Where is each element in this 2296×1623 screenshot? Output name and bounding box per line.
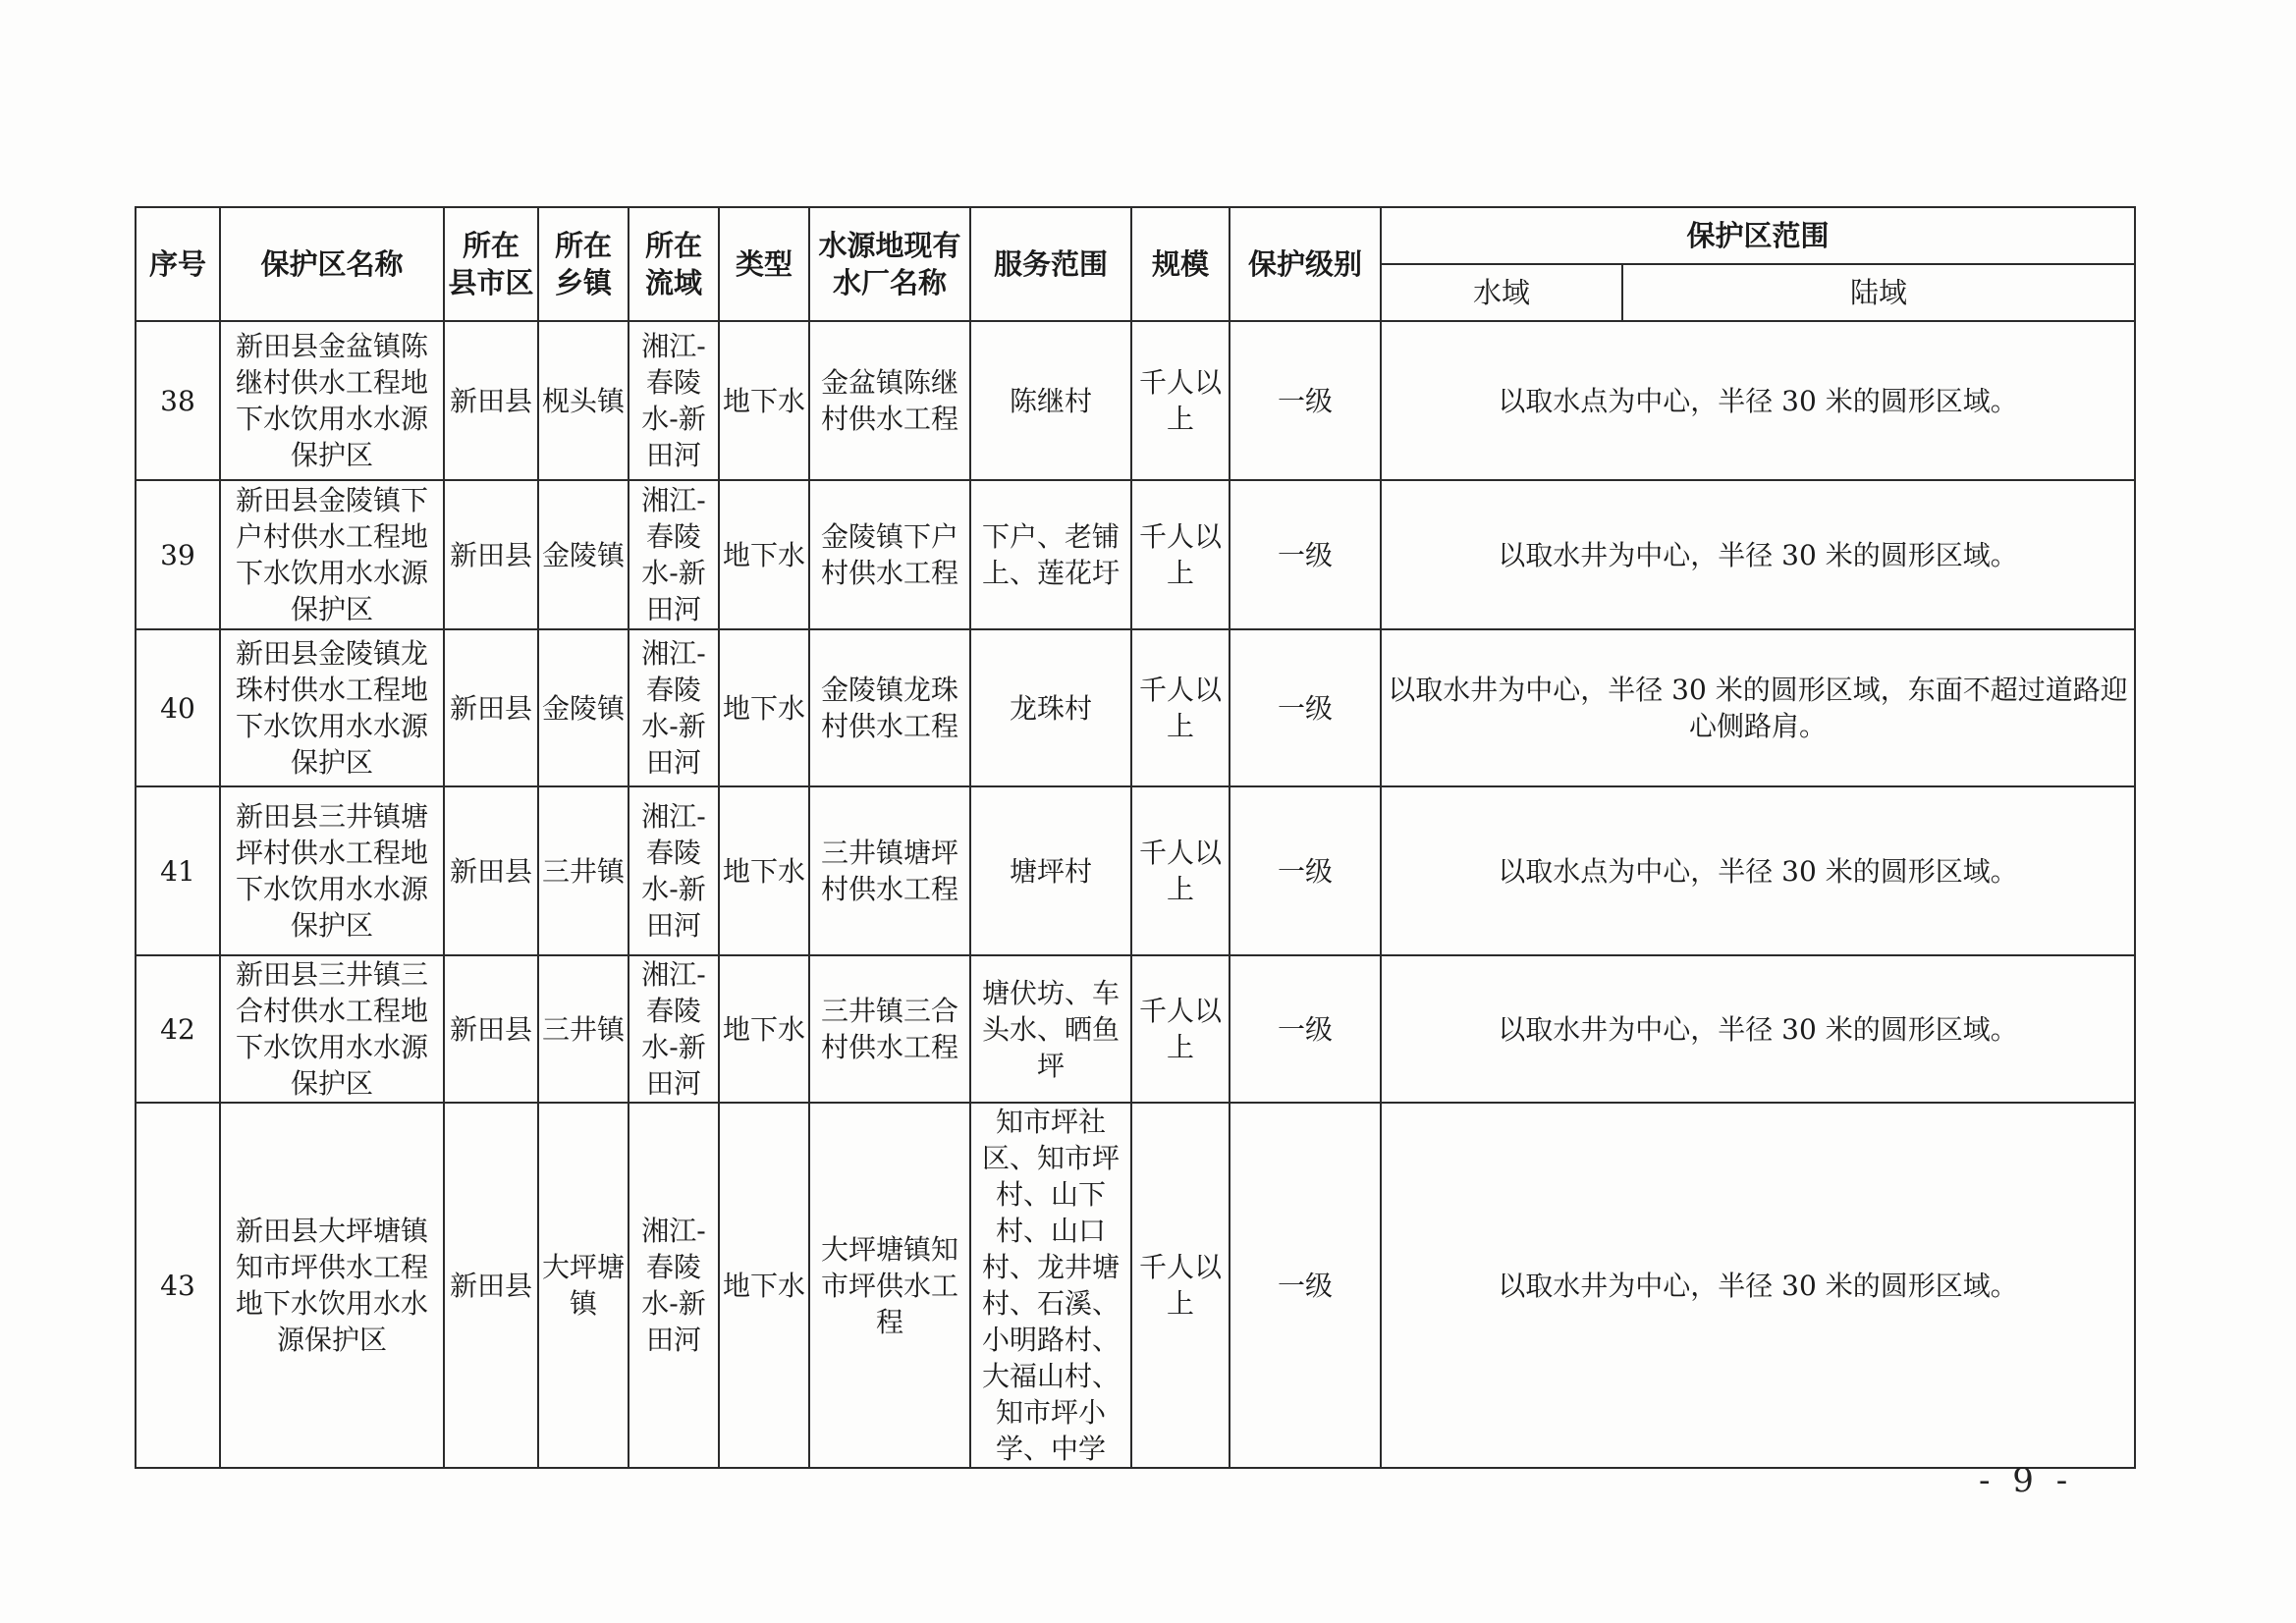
cell-type: 地下水 [719,955,809,1103]
cell-basin: 湘江-春陵水-新田河 [629,1103,719,1468]
cell-protection-range: 以取水井为中心，半径 30 米的圆形区域。 [1381,1103,2135,1468]
cell-protection-range: 以取水井为中心，半径 30 米的圆形区域，东面不超过道路迎心侧路肩。 [1381,629,2135,786]
cell-basin: 湘江-春陵水-新田河 [629,629,719,786]
cell-county: 新田县 [444,1103,538,1468]
table-row [136,1103,2135,1468]
header-plant [809,207,970,321]
header-level: 保护级别 [1230,207,1381,321]
cell-protection-range: 以取水井为中心，半径 30 米的圆形区域。 [1381,955,2135,1103]
header-county [444,207,538,321]
cell-service: 塘伏坊、车头水、晒鱼坪 [970,955,1131,1103]
cell-scale: 千人以上 [1131,955,1230,1103]
table-body [136,321,2135,1468]
cell-level: 一级 [1230,480,1381,629]
cell-level: 一级 [1230,1103,1381,1468]
header-service: 服务范围 [970,207,1131,321]
cell-basin: 湘江-春陵水-新田河 [629,786,719,955]
cell-service: 塘坪村 [970,786,1131,955]
cell-plant: 三井镇塘坪村供水工程 [809,786,970,955]
cell-protection-range: 以取水井为中心，半径 30 米的圆形区域。 [1381,480,2135,629]
cell-service: 龙珠村 [970,629,1131,786]
cell-county: 新田县 [444,321,538,480]
cell-name: 新田县金陵镇龙珠村供水工程地下水饮用水水源保护区 [220,629,444,786]
cell-type: 地下水 [719,786,809,955]
header-water: 水域 [1381,264,1622,321]
header-name: 保护区名称 [220,207,444,321]
cell-plant: 金陵镇下户村供水工程 [809,480,970,629]
cell-town: 金陵镇 [538,629,629,786]
table-row [136,629,2135,786]
header-type: 类型 [719,207,809,321]
cell-name: 新田县三井镇塘坪村供水工程地下水饮用水水源保护区 [220,786,444,955]
header-basin-text: 所在 流域 [644,229,702,299]
cell-seq: 38 [136,321,220,480]
cell-level: 一级 [1230,955,1381,1103]
cell-type: 地下水 [719,321,809,480]
cell-type: 地下水 [719,480,809,629]
cell-type: 地下水 [719,629,809,786]
cell-seq: 43 [136,1103,220,1468]
page-number: - 9 - [1979,1461,2074,1500]
header-town-text: 所在 乡镇 [554,229,612,299]
cell-county: 新田县 [444,786,538,955]
header-county-text: 所在 县市区 [448,229,534,299]
cell-plant: 金陵镇龙珠村供水工程 [809,629,970,786]
header-scale: 规模 [1131,207,1230,321]
cell-seq: 41 [136,786,220,955]
cell-scale: 千人以上 [1131,786,1230,955]
cell-town: 三井镇 [538,955,629,1103]
header-basin [629,207,719,321]
table-row [136,955,2135,1103]
cell-service: 陈继村 [970,321,1131,480]
cell-seq: 42 [136,955,220,1103]
cell-scale: 千人以上 [1131,480,1230,629]
cell-name: 新田县大坪塘镇知市坪供水工程地下水饮用水水源保护区 [220,1103,444,1468]
header-range: 保护区范围 [1381,207,2135,264]
cell-basin: 湘江-春陵水-新田河 [629,955,719,1103]
cell-type: 地下水 [719,1103,809,1468]
cell-town: 金陵镇 [538,480,629,629]
cell-scale: 千人以上 [1131,321,1230,480]
cell-service: 下户、老铺上、莲花圩 [970,480,1131,629]
table-row [136,321,2135,480]
cell-protection-range: 以取水点为中心，半径 30 米的圆形区域。 [1381,321,2135,480]
cell-service: 知市坪社区、知市坪村、山下村、山口村、龙井塘村、石溪、小明路村、大福山村、知市坪小学、中学 [970,1103,1131,1468]
cell-county: 新田县 [444,629,538,786]
table-row [136,786,2135,955]
header-land: 陆域 [1622,264,2135,321]
cell-town: 大坪塘镇 [538,1103,629,1468]
cell-level: 一级 [1230,629,1381,786]
header-seq: 序号 [136,207,220,321]
cell-county: 新田县 [444,955,538,1103]
cell-name: 新田县三井镇三合村供水工程地下水饮用水水源保护区 [220,955,444,1103]
cell-seq: 40 [136,629,220,786]
cell-plant: 金盆镇陈继村供水工程 [809,321,970,480]
cell-town: 枧头镇 [538,321,629,480]
cell-basin: 湘江-春陵水-新田河 [629,321,719,480]
cell-basin: 湘江-春陵水-新田河 [629,480,719,629]
cell-scale: 千人以上 [1131,629,1230,786]
cell-name: 新田县金陵镇下户村供水工程地下水饮用水水源保护区 [220,480,444,629]
cell-level: 一级 [1230,321,1381,480]
header-town [538,207,629,321]
header-plant-text: 水源地现有 水厂名称 [818,229,961,299]
cell-protection-range: 以取水点为中心，半径 30 米的圆形区域。 [1381,786,2135,955]
cell-town: 三井镇 [538,786,629,955]
table-row [136,480,2135,629]
cell-county: 新田县 [444,480,538,629]
cell-level: 一级 [1230,786,1381,955]
cell-seq: 39 [136,480,220,629]
water-source-protection-table [135,206,2136,1469]
cell-name: 新田县金盆镇陈继村供水工程地下水饮用水水源保护区 [220,321,444,480]
cell-plant: 三井镇三合村供水工程 [809,955,970,1103]
cell-plant: 大坪塘镇知市坪供水工程 [809,1103,970,1468]
cell-scale: 千人以上 [1131,1103,1230,1468]
